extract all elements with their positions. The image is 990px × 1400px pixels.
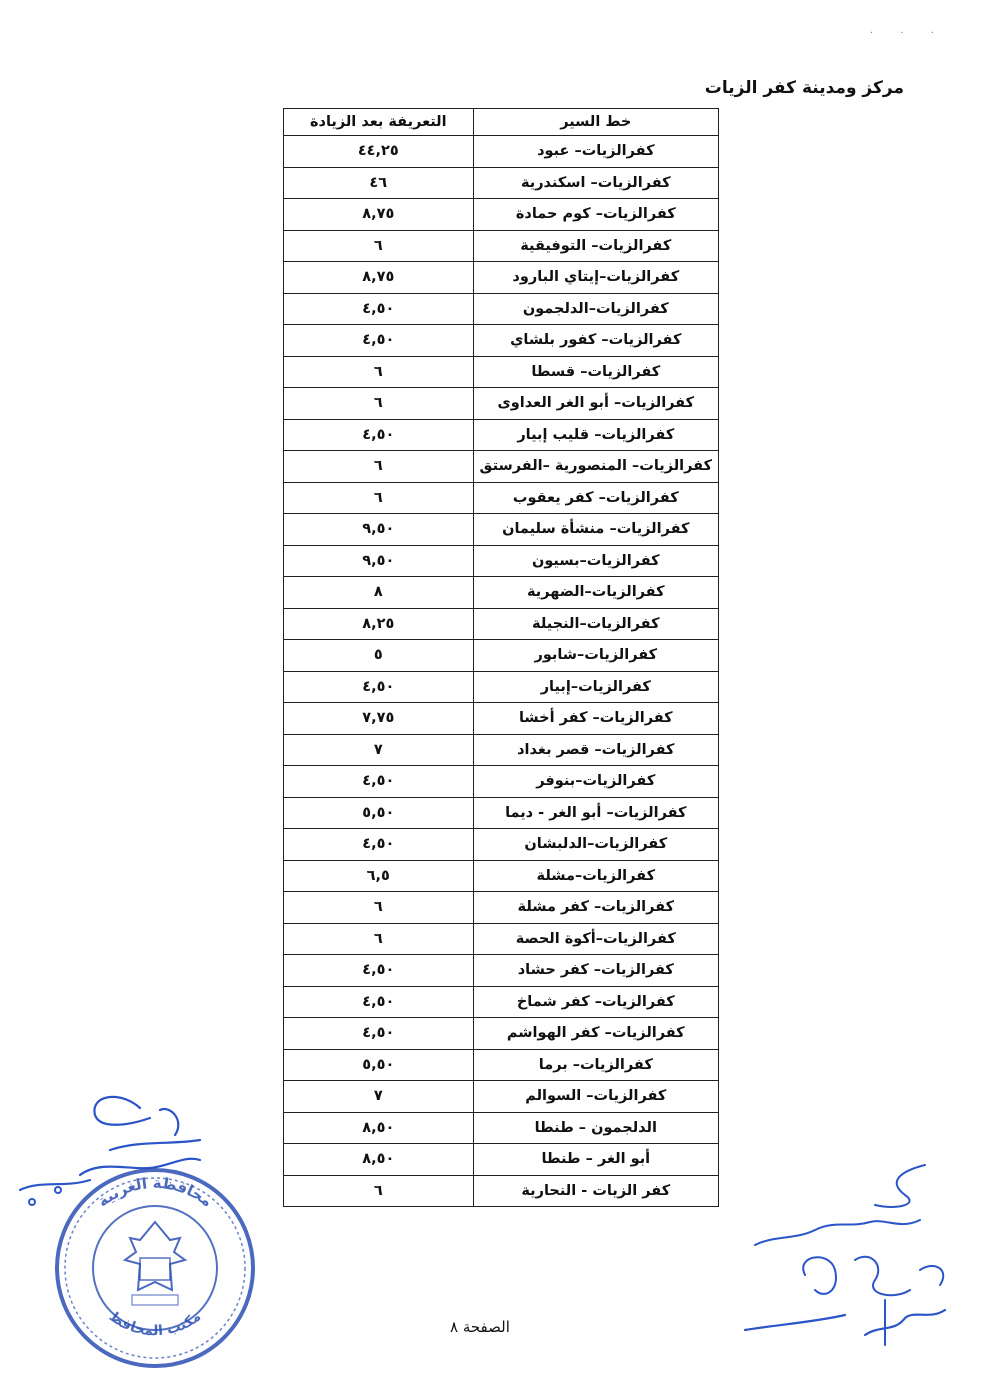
fare-cell: ٨,٢٥ — [284, 608, 474, 640]
route-cell: كفرالزيات– عبود — [473, 136, 718, 168]
route-cell: كفرالزيات– أبو الغر العداوى — [473, 388, 718, 420]
fare-cell: ٤,٥٠ — [284, 955, 474, 987]
table-row — [284, 1018, 719, 1050]
route-cell: كفرالزيات–شابور — [473, 640, 718, 672]
route-cell: كفرالزيات–إيتاي البارود — [473, 262, 718, 294]
table-row — [284, 419, 719, 451]
route-cell: كفرالزيات– كوم حمادة — [473, 199, 718, 231]
table-row — [284, 167, 719, 199]
table-row — [284, 608, 719, 640]
route-cell: كفرالزيات–الدلبشان — [473, 829, 718, 861]
fare-cell: ٨,٧٥ — [284, 262, 474, 294]
header-route: خط السير — [473, 109, 718, 136]
fare-cell: ٤,٥٠ — [284, 986, 474, 1018]
route-cell: كفرالزيات– المنصورية –الفرستق — [473, 451, 718, 483]
route-cell: كفرالزيات–بنوفر — [473, 766, 718, 798]
table-row — [284, 1112, 719, 1144]
table-row — [284, 703, 719, 735]
table-row — [284, 671, 719, 703]
fare-cell: ٨ — [284, 577, 474, 609]
route-cell: كفرالزيات– قسطا — [473, 356, 718, 388]
table-row — [284, 734, 719, 766]
fare-cell: ٧ — [284, 734, 474, 766]
table-row — [284, 1049, 719, 1081]
route-cell: كفرالزيات–الضهرية — [473, 577, 718, 609]
route-cell: كفرالزيات–مشلة — [473, 860, 718, 892]
route-cell: كفرالزيات– كفر يعقوب — [473, 482, 718, 514]
fare-cell: ٤,٥٠ — [284, 325, 474, 357]
fare-cell: ٥,٥٠ — [284, 797, 474, 829]
scan-specks: · · · — [870, 28, 946, 39]
table-row — [284, 986, 719, 1018]
fare-cell: ٤,٥٠ — [284, 1018, 474, 1050]
route-cell: كفرالزيات– قصر بغداد — [473, 734, 718, 766]
route-cell: كفرالزيات– كفر مشلة — [473, 892, 718, 924]
route-cell: كفرالزيات– أبو الغر - ديما — [473, 797, 718, 829]
table-row — [284, 199, 719, 231]
fare-cell: ٤٦ — [284, 167, 474, 199]
table-row — [284, 514, 719, 546]
route-cell: كفرالزيات– السوالم — [473, 1081, 718, 1113]
table-row — [284, 640, 719, 672]
route-cell: كفرالزيات– برما — [473, 1049, 718, 1081]
route-cell: أبو الغر – طنطا — [473, 1144, 718, 1176]
fare-cell: ٦ — [284, 482, 474, 514]
table-row — [284, 388, 719, 420]
table-row — [284, 1081, 719, 1113]
table-row — [284, 829, 719, 861]
route-cell: كفرالزيات– اسكندرية — [473, 167, 718, 199]
fare-cell: ٦,٥ — [284, 860, 474, 892]
route-cell: كفرالزيات–إبيار — [473, 671, 718, 703]
fare-cell: ٦ — [284, 230, 474, 262]
fare-cell: ٤,٥٠ — [284, 671, 474, 703]
fare-cell: ٩,٥٠ — [284, 514, 474, 546]
table-row — [284, 325, 719, 357]
page-title: مركز ومدينة كفر الزيات — [704, 78, 904, 98]
fare-cell: ٥,٥٠ — [284, 1049, 474, 1081]
table-row — [284, 136, 719, 168]
table-row — [284, 482, 719, 514]
fare-cell: ٤,٥٠ — [284, 293, 474, 325]
table-row — [284, 923, 719, 955]
svg-text:مكتب المحافظ: مكتب المحافظ — [105, 1308, 205, 1340]
fare-cell: ٦ — [284, 892, 474, 924]
table-row — [284, 230, 719, 262]
route-cell: كفرالزيات– قليب إبيار — [473, 419, 718, 451]
handwritten-signature-right — [735, 1150, 965, 1350]
route-cell: كفرالزيات– كفر الهواشم — [473, 1018, 718, 1050]
route-cell: كفرالزيات– التوفيقية — [473, 230, 718, 262]
table-row — [284, 262, 719, 294]
route-cell: الدلجمون – طنطا — [473, 1112, 718, 1144]
fare-cell: ٦ — [284, 923, 474, 955]
fare-cell: ٤,٥٠ — [284, 419, 474, 451]
fare-cell: ٨,٥٠ — [284, 1144, 474, 1176]
table-row — [284, 293, 719, 325]
route-cell: كفرالزيات– كفور بلشاي — [473, 325, 718, 357]
table-row — [284, 955, 719, 987]
page-number: الصفحة ٨ — [450, 1318, 510, 1336]
route-cell: كفرالزيات–بسيون — [473, 545, 718, 577]
route-cell: كفرالزيات– كفر حشاد — [473, 955, 718, 987]
official-seal-stamp — [40, 1160, 270, 1375]
fare-cell: ٦ — [284, 451, 474, 483]
table-row — [284, 577, 719, 609]
route-cell: كفرالزيات–النجيلة — [473, 608, 718, 640]
table-header-row — [284, 109, 719, 136]
table-row — [284, 356, 719, 388]
route-cell: كفر الزيات - النحارية — [473, 1175, 718, 1207]
fare-cell: ٤,٥٠ — [284, 829, 474, 861]
table-row — [284, 545, 719, 577]
fare-cell: ٥ — [284, 640, 474, 672]
table-row — [284, 1144, 719, 1176]
table-row — [284, 892, 719, 924]
fare-cell: ٧ — [284, 1081, 474, 1113]
fare-cell: ٧,٧٥ — [284, 703, 474, 735]
fare-cell: ٦ — [284, 1175, 474, 1207]
table-row — [284, 451, 719, 483]
route-cell: كفرالزيات– منشأة سليمان — [473, 514, 718, 546]
table-row — [284, 797, 719, 829]
fare-cell: ٩,٥٠ — [284, 545, 474, 577]
fare-cell: ٦ — [284, 388, 474, 420]
fare-table — [283, 108, 719, 1207]
fare-cell: ٨,٥٠ — [284, 1112, 474, 1144]
fare-cell: ٨,٧٥ — [284, 199, 474, 231]
route-cell: كفرالزيات– كفر شماخ — [473, 986, 718, 1018]
fare-cell: ٦ — [284, 356, 474, 388]
header-fare: التعريفة بعد الزيادة — [284, 109, 474, 136]
table-row — [284, 1175, 719, 1207]
fare-cell: ٤,٥٠ — [284, 766, 474, 798]
table-row — [284, 766, 719, 798]
route-cell: كفرالزيات–الدلجمون — [473, 293, 718, 325]
table-row — [284, 860, 719, 892]
svg-text:محافظة الغربية: محافظة الغربية — [94, 1173, 216, 1211]
route-cell: كفرالزيات– كفر أخشا — [473, 703, 718, 735]
route-cell: كفرالزيات–أكوة الحصة — [473, 923, 718, 955]
fare-cell: ٤٤,٢٥ — [284, 136, 474, 168]
